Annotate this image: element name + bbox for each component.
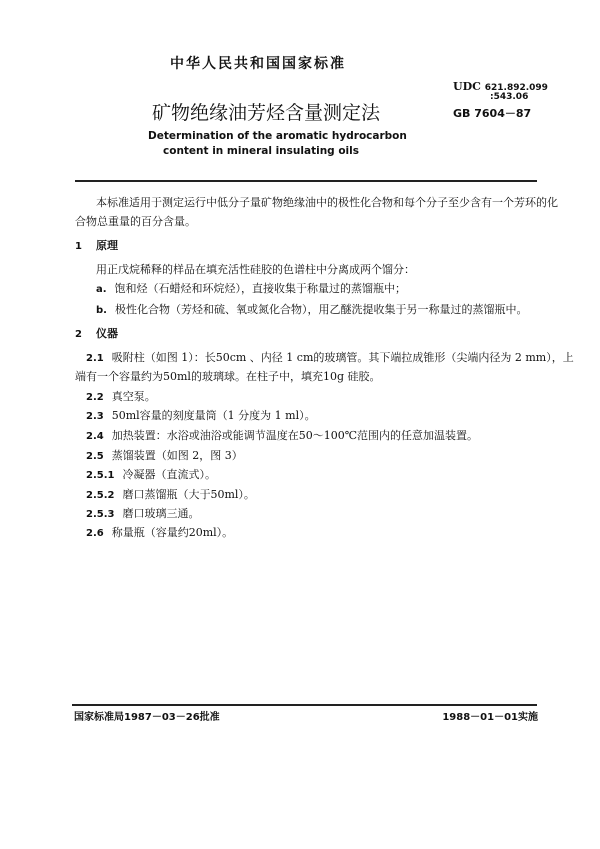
list-item-text: 极性化合物（芳烃和硫、氧或氮化合物），用乙醚洗提收集于另一称量过的蒸馏瓶中。	[114, 303, 528, 316]
clause-number: 2.6	[86, 528, 104, 539]
clause-number: 2.3	[86, 411, 104, 422]
clause-text: 称量瓶（容量约20ml）。	[111, 526, 234, 539]
section-2-number: 2	[75, 329, 82, 340]
udc-label: UDC	[453, 80, 481, 93]
udc-line2: :543.06	[490, 92, 529, 102]
clause-text: 吸附柱（如图 1）：长50cm 、内径 1 cm的玻璃管。其下端拉成锥形（尖端内径为 2 mm），上	[111, 351, 574, 364]
clause-number: 2.4	[86, 431, 104, 442]
clause-item	[86, 430, 478, 442]
list-item-text: 饱和烃（石蜡烃和环烷烃），直接收集于称量过的蒸馏瓶中；	[114, 282, 407, 295]
title-en-line1: Determination of the aromatic hydrocarbon	[148, 130, 407, 142]
approval-date: 国家标准局1987－03－26批准	[74, 712, 220, 723]
list-item-number: a.	[96, 284, 107, 295]
clause-number: 2.1	[86, 353, 104, 364]
clause-item	[86, 469, 216, 481]
intro-line1: 本标准适用于测定运行中低分子量矿物绝缘油中的极性化合物和每个分子至少含有一个芳环的化	[96, 196, 558, 209]
clause-number: 2.5.1	[86, 470, 115, 481]
section-1-title: 原理	[95, 239, 118, 252]
udc-line1: 621.892.099	[484, 83, 548, 93]
list-item	[96, 283, 406, 295]
intro-line2: 合物总重量的百分含量。	[75, 215, 196, 228]
national-standard-heading: 中华人民共和国国家标准	[170, 56, 346, 72]
clause-item	[86, 508, 199, 520]
section-2-title: 仪器	[95, 327, 118, 340]
section-1-text: 用正戊烷稀释的样品在填充活性硅胶的色谱柱中分离成两个馏分：	[96, 263, 415, 276]
list-item-number: b.	[96, 305, 107, 316]
footer-divider	[72, 704, 537, 706]
title-en-line2: content in mineral insulating oils	[163, 145, 359, 157]
section-2-heading	[75, 328, 118, 340]
clause-item	[86, 410, 316, 422]
clause-text: 真空泵。	[111, 390, 156, 403]
clause-text: 加热装置：水浴或油浴或能调节温度在50～100℃范围内的任意加温装置。	[111, 429, 479, 442]
clause-number: 2.5.2	[86, 490, 115, 501]
clause-item	[86, 391, 156, 403]
clause-item	[86, 450, 243, 462]
list-item	[96, 304, 527, 316]
clause-number: 2.5.3	[86, 509, 115, 520]
section-1-heading	[75, 240, 118, 252]
clause-text: 冷凝器（直流式）。	[122, 468, 216, 481]
clause-item	[86, 489, 255, 501]
section-1-number: 1	[75, 241, 82, 252]
clause-number: 2.5	[86, 451, 104, 462]
document-title-cn: 矿物绝缘油芳烃含量测定法	[152, 102, 381, 124]
header-divider	[75, 180, 537, 182]
clause-2-1-line2: 端有一个容量约为50ml的玻璃球。在柱子中，填充10g 硅胶。	[75, 370, 381, 383]
clause-item	[86, 527, 233, 539]
clause-text: 蒸馏装置（如图 2，图 3）	[111, 449, 243, 462]
effective-date: 1988－01－01实施	[442, 712, 538, 723]
clause-text: 磨口蒸馏瓶（大于50ml）。	[122, 488, 255, 501]
gb-code: GB 7604－87	[453, 107, 532, 120]
clause-text: 磨口玻璃三通。	[122, 507, 200, 520]
clause-text: 50ml容量的刻度量筒（1 分度为 1 ml）。	[111, 409, 316, 422]
clause-2-1	[86, 352, 574, 364]
clause-number: 2.2	[86, 392, 104, 403]
